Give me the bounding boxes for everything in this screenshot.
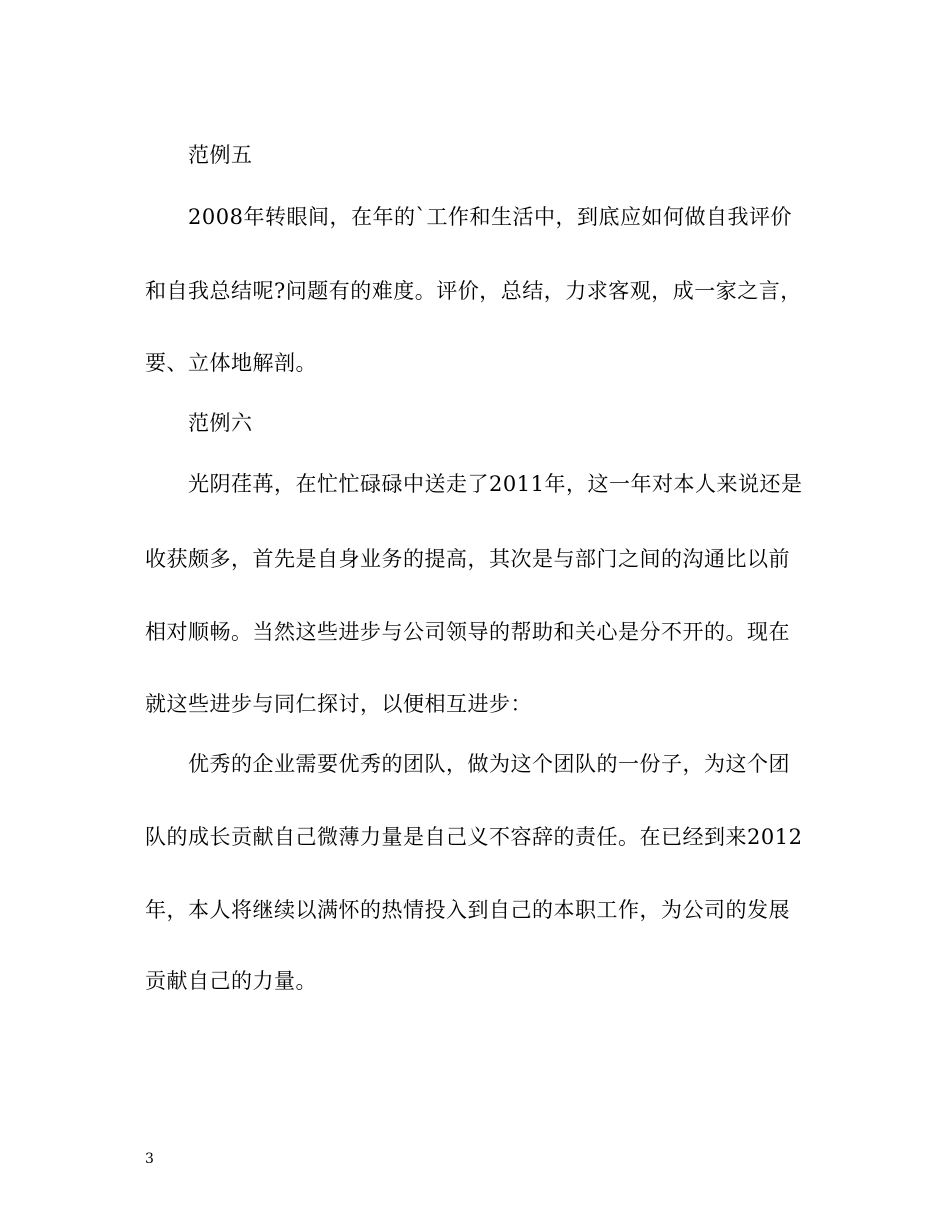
page-number: 3 — [145, 1151, 154, 1167]
heading-example-six: 范例六 — [188, 411, 253, 435]
paragraph-line: 优秀的企业需要优秀的团队，做为这个团队的一份子，为这个团 — [188, 752, 790, 776]
paragraph-line: 和自我总结呢?问题有的难度。评价，总结，力求客观，成一家之言， — [145, 279, 802, 303]
paragraph-line: 贡献自己的力量。 — [145, 969, 317, 993]
paragraph-line: 队的成长贡献自己微薄力量是自己义不容辞的责任。在已经到来2012 — [145, 825, 803, 849]
paragraph-line: 就这些进步与同仁探讨，以便相互进步： — [145, 692, 532, 716]
paragraph-line: 光阴荏苒，在忙忙碌碌中送走了2011年，这一年对本人来说还是 — [188, 472, 803, 496]
paragraph-line: 相对顺畅。当然这些进步与公司领导的帮助和关心是分不开的。现在 — [145, 620, 790, 644]
paragraph-line: 2008年转眼间，在年的`工作和生活中，到底应如何做自我评价 — [188, 205, 792, 229]
paragraph-line: 要、立体地解剖。 — [145, 351, 317, 375]
heading-example-five: 范例五 — [188, 143, 253, 167]
paragraph-line: 收获颇多，首先是自身业务的提高，其次是与部门之间的沟通比以前 — [145, 547, 790, 571]
paragraph-line: 年，本人将继续以满怀的热情投入到自己的本职工作，为公司的发展 — [145, 898, 790, 922]
